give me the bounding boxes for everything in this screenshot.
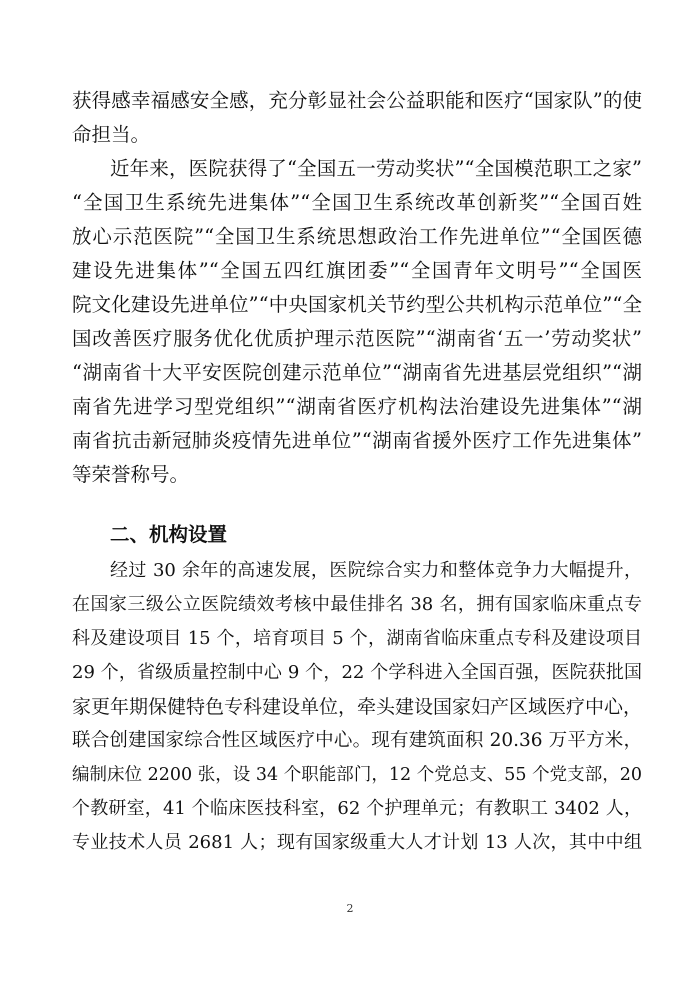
page-number: 2 — [346, 902, 354, 915]
text-line: 近年来，医院获得了“全国五一劳动奖状”“全国模范职工之家” — [110, 157, 642, 180]
text-line: 获得感幸福感安全感，充分彰显社会公益职能和医疗“国家队”的使 — [72, 89, 642, 112]
text-line: 南省抗击新冠肺炎疫情先进单位”“湖南省援外医疗工作先进集体” — [72, 429, 642, 452]
text-line: 国改善医疗服务优化优质护理示范医院”“湖南省‘五一’劳动奖状” — [72, 327, 642, 350]
text-line: 联合创建国家综合性区域医疗中心。现有建筑面积 20.36 万平方米， — [72, 730, 642, 751]
text-line: 科及建设项目 15 个，培育项目 5 个，湖南省临床重点专科及建设项目 — [72, 628, 642, 649]
text-line: 个教研室，41 个临床医技科室，62 个护理单元；有教职工 3402 人， — [72, 798, 642, 819]
text-line: 29 个，省级质量控制中心 9 个，22 个学科进入全国百强，医院获批国 — [72, 662, 642, 683]
text-line: 在国家三级公立医院绩效考核中最佳排名 38 名，拥有国家临床重点专 — [72, 594, 642, 615]
text-line: “湖南省十大平安医院创建示范单位”“湖南省先进基层党组织”“湖 — [72, 361, 642, 384]
text-line: 专业技术人员 2681 人；现有国家级重大人才计划 13 人次，其中中组 — [72, 832, 642, 853]
text-line: 南省先进学习型党组织”“湖南省医疗机构法治建设先进集体”“湖 — [72, 395, 642, 418]
text-line: 放心示范医院”“全国卫生系统思想政治工作先进单位”“全国医德 — [72, 225, 642, 248]
text-line: 命担当。 — [72, 123, 151, 146]
text-line: 家更年期保健特色专科建设单位，牵头建设国家妇产区域医疗中心， — [72, 696, 643, 718]
text-line: 经过 30 余年的高速发展，医院综合实力和整体竞争力大幅提升， — [110, 560, 642, 581]
text-line: “全国卫生系统先进集体”“全国卫生系统改革创新奖”“全国百姓 — [72, 191, 642, 214]
text-line: 院文化建设先进单位”“中央国家机关节约型公共机构示范单位”“全 — [72, 293, 642, 316]
section-heading: 二、机构设置 — [110, 523, 228, 546]
text-line: 编制床位 2200 张，设 34 个职能部门，12 个党总支、55 个党支部，20 — [72, 765, 642, 785]
text-line: 等荣誉称号。 — [72, 463, 190, 486]
text-line: 建设先进集体”“全国五四红旗团委”“全国青年文明号”“全国医 — [72, 259, 642, 282]
